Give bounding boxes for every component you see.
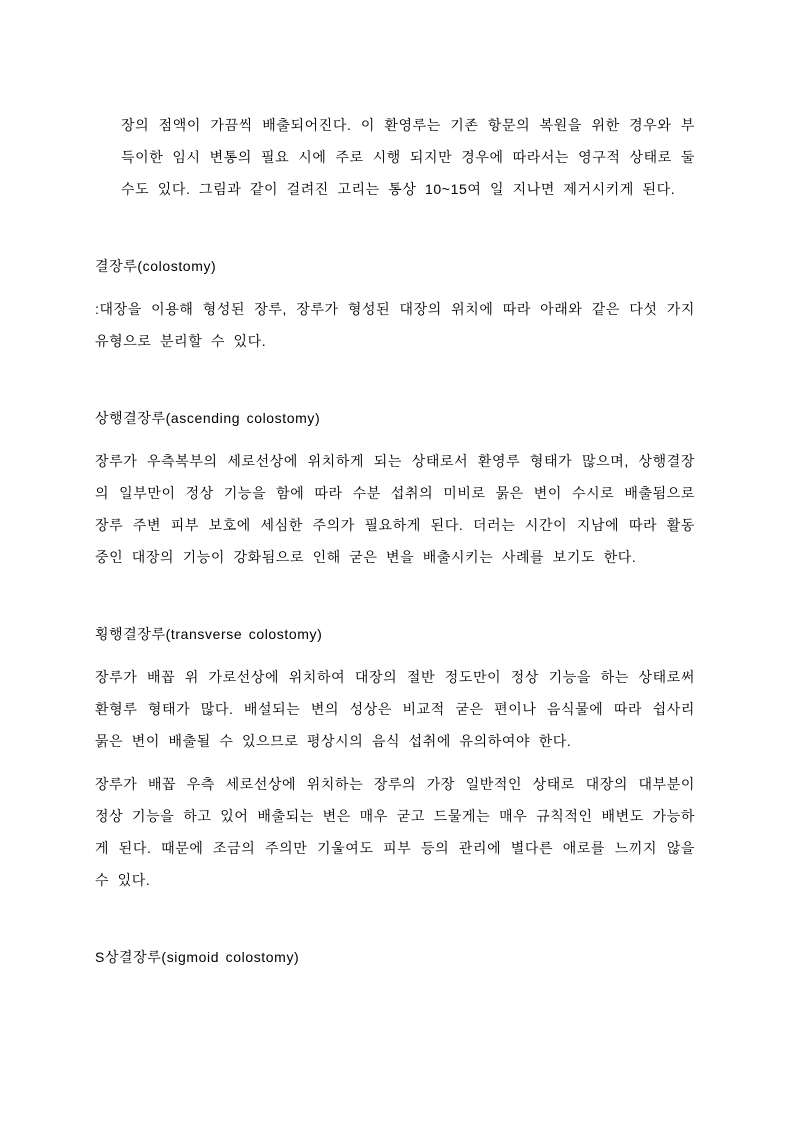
heading-sigmoid-colostomy: S상결장루(sigmoid colostomy) [95, 949, 300, 965]
paragraph-ascending-colostomy-description: 장루가 우측복부의 세로선상에 위치하게 되는 상태로서 환영루 형태가 많으며, 상행결장의 일부만이 정상 기능을 함에 따라 수분 섭취의 미비로 묽은 변이 수시로 배출됨으로 장루 주변 피부 보호에 세심한 주의가 필요하게 된다. 더러는 시간이 지남에 따라 활동 중인 대장의 기능이 강화됨으로 인해 굳은 변을 배출시키는 사례를 보기도 한다. [95, 453, 695, 565]
paragraph-transverse-colostomy-description: 장루가 배꼽 위 가로선상에 위치하여 대장의 절반 정도만이 정상 기능을 하는 상태로써 환형루 형태가 많다. 배설되는 변의 성상은 비교적 굳은 편이나 음식물에 따라 쉽사리 묽은 변이 배출될 수 있으므로 평상시의 음식 섭취에 유의하여야 한다. [95, 669, 695, 749]
paragraph-stoma-mucus-note: 장의 점액이 가끔씩 배출되어진다. 이 환영루는 기존 항문의 복원을 위한 경우와 부득이한 임시 변통의 필요 시에 주로 시행 되지만 경우에 따라서는 영구적 상태로 둘 수도 있다. 그림과 같이 걸려진 고리는 통상 10~15여 일 지나면 제거시키게 된다. [121, 117, 695, 197]
paragraph-colostomy-definition: :대장을 이용해 형성된 장루, 장루가 형성된 대장의 위치에 따라 아래와 같은 다섯 가지 유형으로 분리할 수 있다. [95, 301, 695, 349]
heading-ascending-colostomy: 상행결장루(ascending colostomy) [95, 410, 321, 426]
paragraph-descending-colostomy-description: 장루가 배꼽 우측 세로선상에 위치하는 장루의 가장 일반적인 상태로 대장의 대부분이 정상 기능을 하고 있어 배출되는 변은 매우 굳고 드물게는 매우 규칙적인 배변도 가능하게 된다. 때문에 조금의 주의만 기울여도 피부 등의 관리에 별다른 애로를 느끼지 않을 수 있다. [95, 776, 695, 888]
heading-transverse-colostomy: 횡행결장루(transverse colostomy) [95, 626, 323, 642]
heading-colostomy: 결장루(colostomy) [95, 258, 217, 274]
